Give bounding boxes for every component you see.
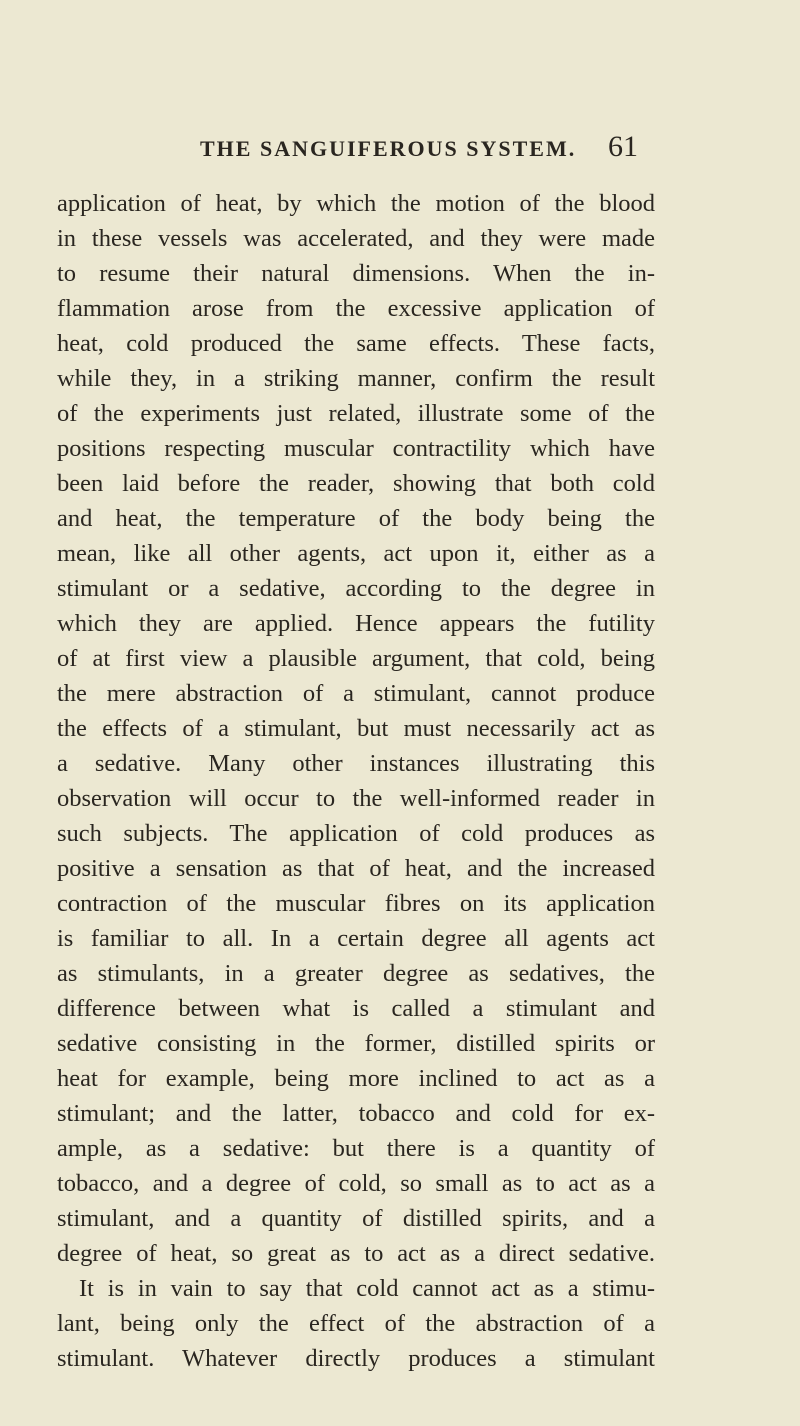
- text-line: of at first view a plausible argument, that cold, being: [57, 645, 655, 672]
- text-line: to resume their natural dimensions. When the in-: [57, 260, 655, 287]
- page-number: 61: [608, 130, 638, 163]
- text-line: a sedative. Many other instances illustrating this: [57, 750, 655, 777]
- text-line: stimulant. Whatever directly produces a stimulant: [57, 1345, 655, 1372]
- running-title: THE SANGUIFEROUS SYSTEM.: [200, 136, 577, 161]
- text-line: difference between what is called a stimulant and: [57, 995, 655, 1022]
- text-line: mean, like all other agents, act upon it, either as a: [57, 540, 655, 567]
- text-line: is familiar to all. In a certain degree all agents act: [57, 925, 655, 952]
- text-line: tobacco, and a degree of cold, so small as to act as a: [57, 1170, 655, 1197]
- text-line: been laid before the reader, showing that both cold: [57, 470, 655, 497]
- text-line: the mere abstraction of a stimulant, cannot produce: [57, 680, 655, 707]
- text-line: positive a sensation as that of heat, and the increased: [57, 855, 655, 882]
- text-line: the effects of a stimulant, but must necessarily act as: [57, 715, 655, 742]
- text-line: stimulant, and a quantity of distilled spirits, and a: [57, 1205, 655, 1232]
- text-line: sedative consisting in the former, distilled spirits or: [57, 1030, 655, 1057]
- text-line: which they are applied. Hence appears the futility: [57, 610, 655, 637]
- text-line: degree of heat, so great as to act as a direct sedative.: [57, 1240, 655, 1267]
- body-text: [57, 186, 655, 1376]
- text-line: positions respecting muscular contractility which have: [57, 435, 655, 462]
- text-line: in these vessels was accelerated, and they were made: [57, 225, 655, 252]
- text-line: stimulant; and the latter, tobacco and cold for ex-: [57, 1100, 655, 1127]
- text-line: and heat, the temperature of the body being the: [57, 505, 655, 532]
- text-line: as stimulants, in a greater degree as sedatives, the: [57, 960, 655, 987]
- text-line: stimulant or a sedative, according to the degree in: [57, 575, 655, 602]
- text-line: heat, cold produced the same effects. These facts,: [57, 330, 655, 357]
- text-line: of the experiments just related, illustrate some of the: [57, 400, 655, 427]
- text-line: heat for example, being more inclined to act as a: [57, 1065, 655, 1092]
- text-line: flammation arose from the excessive application of: [57, 295, 655, 322]
- text-line-paragraph-start: It is in vain to say that cold cannot act as a stimu-: [79, 1275, 655, 1302]
- text-line: while they, in a striking manner, confirm the result: [57, 365, 655, 392]
- text-line: contraction of the muscular fibres on its application: [57, 890, 655, 917]
- text-line: application of heat, by which the motion of the blood: [57, 190, 655, 217]
- text-line: such subjects. The application of cold produces as: [57, 820, 655, 847]
- text-line: observation will occur to the well-informed reader in: [57, 785, 655, 812]
- text-line: lant, being only the effect of the abstraction of a: [57, 1310, 655, 1337]
- text-line: ample, as a sedative: but there is a quantity of: [57, 1135, 655, 1162]
